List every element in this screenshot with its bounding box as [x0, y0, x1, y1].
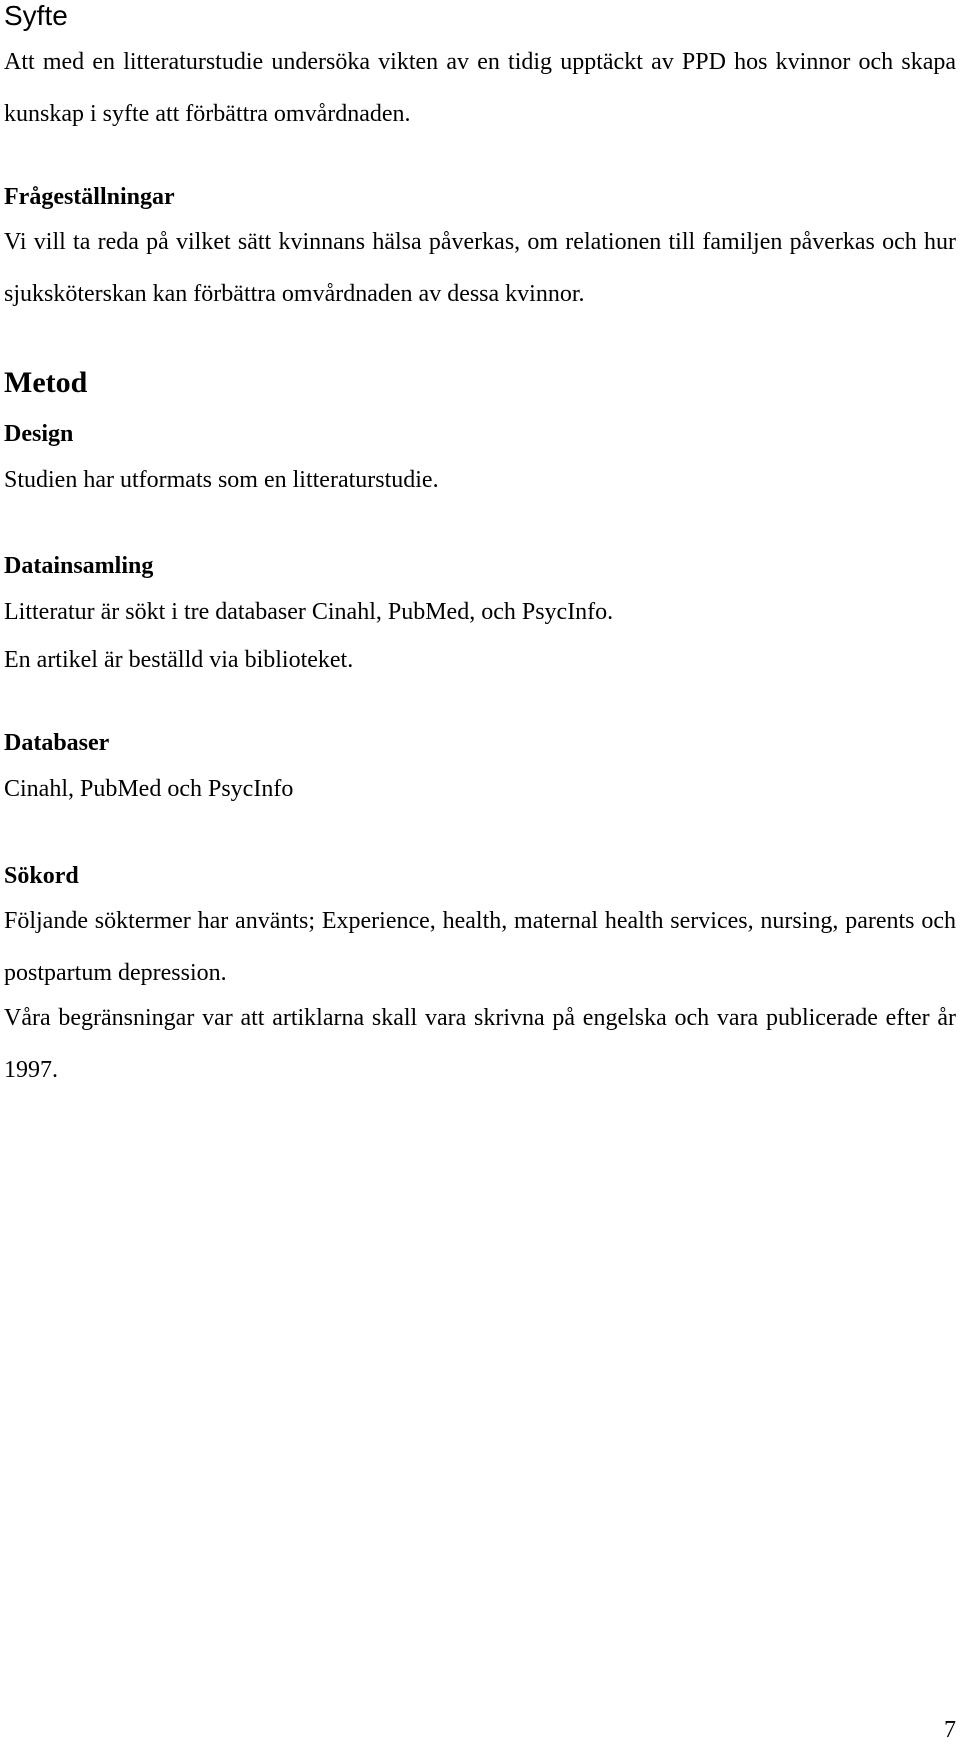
- paragraph-datainsamling-line2: En artikel är beställd via biblioteket.: [4, 647, 354, 673]
- heading-metod: Metod: [4, 366, 88, 399]
- paragraph-fragestallningar: Vi vill ta reda på vilket sätt kvinnans hälsa påverkas, om relationen till familjen påverkas och hur sjuksköterskan kan förbättra omvårdnaden av dessa kvinnor.: [4, 229, 956, 307]
- heading-databaser: Databaser: [4, 730, 110, 756]
- heading-sokord: Sökord: [4, 863, 79, 889]
- paragraph-sokord-2: Våra begränsningar var att artiklarna skall vara skrivna på engelska och vara publicerade efter år 1997.: [4, 1005, 956, 1083]
- paragraph-design: Studien har utformats som en litteraturstudie.: [4, 467, 439, 493]
- heading-datainsamling: Datainsamling: [4, 553, 154, 579]
- paragraph-databaser: Cinahl, PubMed och PsycInfo: [4, 776, 294, 802]
- paragraph-sokord-1: Följande söktermer har använts; Experience, health, maternal health services, nursing, parents och postpartum depression.: [4, 908, 956, 986]
- paragraph-datainsamling-line1: Litteratur är sökt i tre databaser Cinahl, PubMed, och PsycInfo.: [4, 599, 614, 625]
- heading-syfte: Syfte: [4, 0, 68, 31]
- heading-design: Design: [4, 421, 74, 447]
- paragraph-syfte: Att med en litteraturstudie undersöka vikten av en tidig upptäckt av PPD hos kvinnor och skapa kunskap i syfte att förbättra omvårdnaden.: [4, 49, 956, 127]
- page-number: 7: [944, 1717, 956, 1743]
- heading-fragestallningar: Frågeställningar: [4, 184, 175, 210]
